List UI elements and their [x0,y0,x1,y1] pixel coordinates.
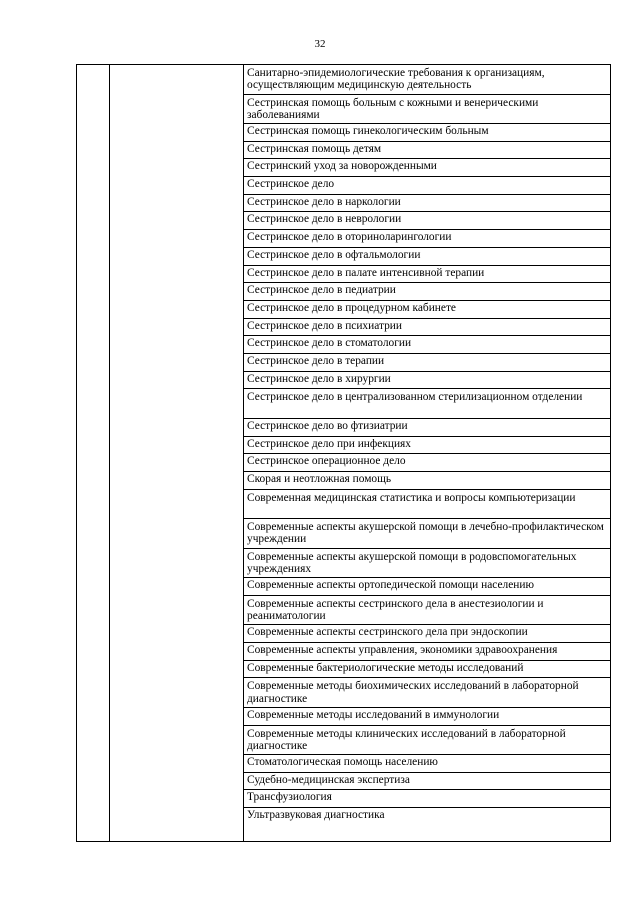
table-row: Сестринское дело при инфекциях [243,437,610,455]
table-row: Современные аспекты управления, экономики здравоохранения [243,643,610,661]
table-row: Сестринская помощь больным с кожными и венерическими заболеваниями [243,95,610,125]
table-row: Сестринское дело [243,177,610,195]
page-number: 32 [314,38,326,50]
table-row: Санитарно-эпидемиологические требования к организациям, осуществляющим медицинскую деятельность [243,65,610,95]
table-row: Скорая и неотложная помощь [243,472,610,490]
table-row: Сестринское дело в офтальмологии [243,248,610,266]
table-row: Современные бактериологические методы исследований [243,661,610,679]
table-row: Стоматологическая помощь населению [243,755,610,773]
table-row: Сестринское дело в процедурном кабинете [243,301,610,319]
table-row: Современные методы биохимических исследований в лабораторной диагностике [243,678,610,708]
table-row: Судебно-медицинская экспертиза [243,773,610,791]
table-row: Современные аспекты ортопедической помощи населению [243,578,610,596]
course-list [243,65,610,841]
table-row: Сестринское дело в хирургии [243,372,610,390]
table-row: Сестринский уход за новорожденными [243,159,610,177]
table-row: Современные аспекты сестринского дела в анестезиологии и реаниматологии [243,596,610,626]
table-row: Сестринская помощь детям [243,142,610,160]
table-row: Сестринское дело в оториноларингологии [243,230,610,248]
table-row: Ультразвуковая диагностика [247,809,385,822]
table-row: Сестринское дело в палате интенсивной терапии [243,266,610,284]
table-row: Сестринское дело в педиатрии [243,283,610,301]
table-row: Сестринское дело в терапии [243,354,610,372]
table-row: Современные методы клинических исследований в лабораторной диагностике [243,726,610,756]
table-row: Трансфузиология [243,790,610,808]
table-row: Современные аспекты сестринского дела при эндоскопии [243,625,610,643]
table-row: Сестринское дело в наркологии [243,195,610,213]
course-table [76,64,611,842]
table-row: Сестринская помощь гинекологическим больным [243,124,610,142]
table-row: Сестринское дело в стоматологии [243,336,610,354]
table-row: Сестринское дело в неврологии [243,212,610,230]
table-row: Сестринское операционное дело [243,454,610,472]
table-row: Современная медицинская статистика и вопросы компьютеризации [243,490,610,520]
table-row: Сестринское дело в централизованном стерилизационном отделении [243,389,610,419]
table-row: Сестринское дело в психиатрии [243,319,610,337]
table-row: Современные аспекты акушерской помощи в лечебно-профилактическом учреждении [243,519,610,549]
table-row: Современные аспекты акушерской помощи в родовспомогательных учреждениях [243,549,610,579]
table-row: Сестринское дело во фтизиатрии [243,419,610,437]
table-row: Современные методы исследований в иммунологии [243,708,610,726]
column-divider-1 [109,65,110,841]
